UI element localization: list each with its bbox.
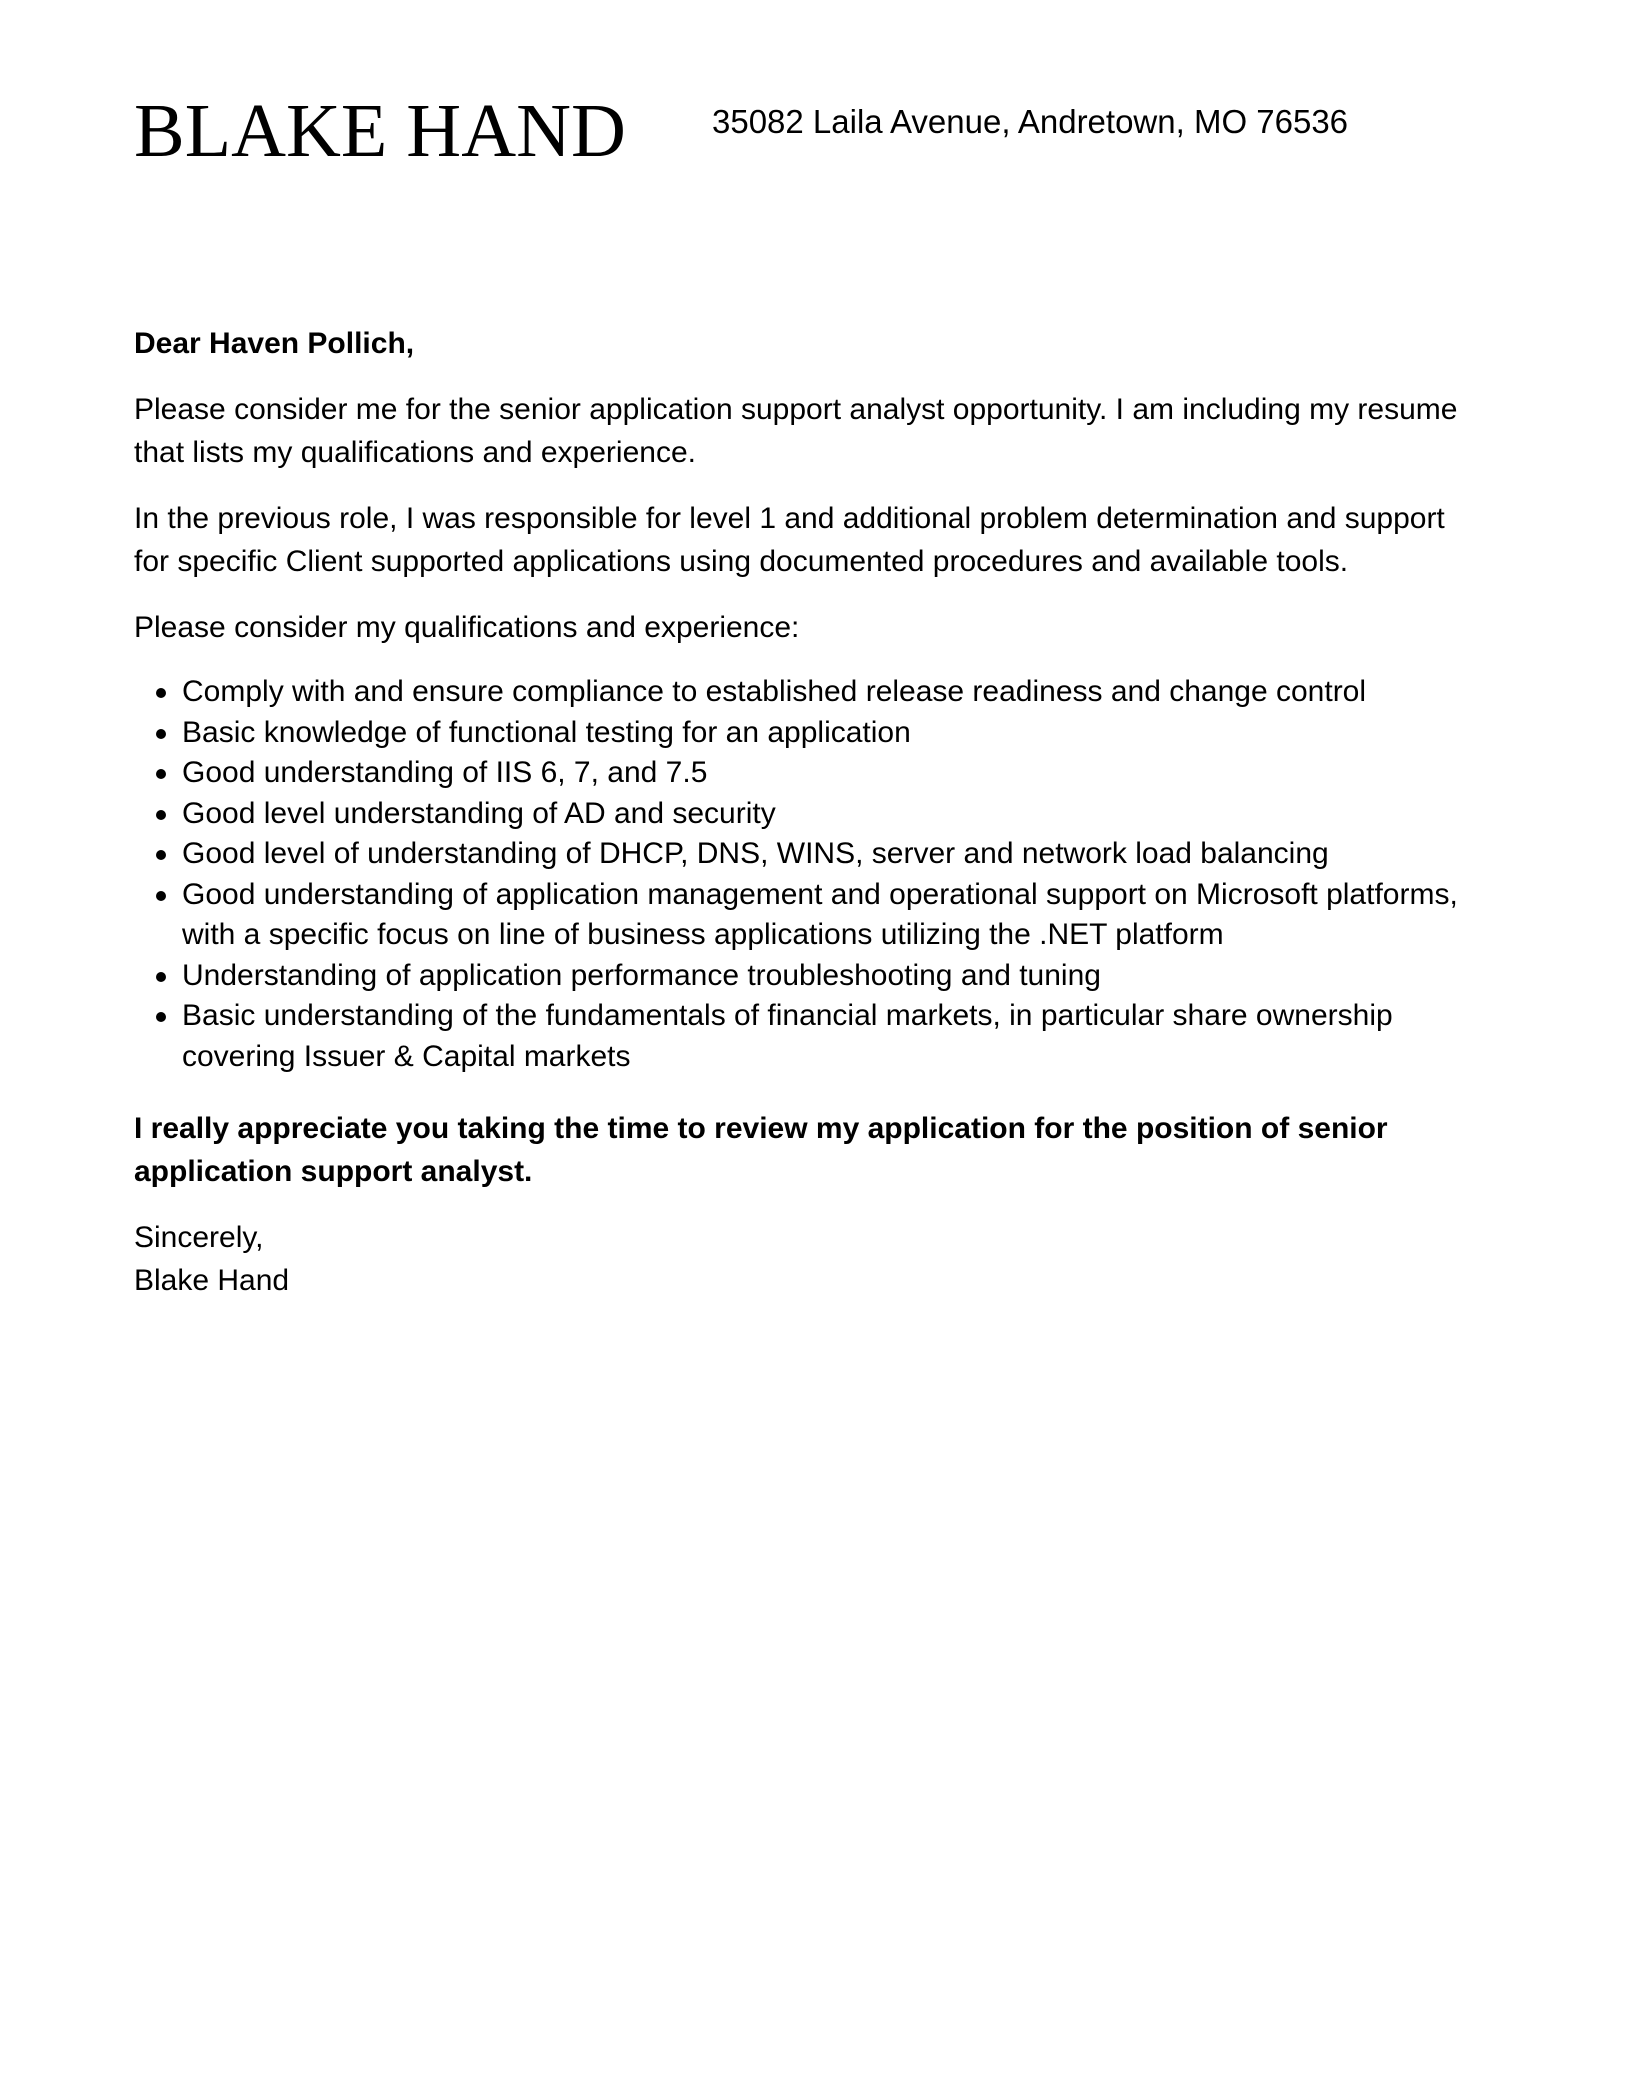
bullet-icon: [156, 850, 166, 860]
paragraph-intro: Please consider me for the senior application support analyst opportunity. I am including my resume that lists my qualifications and experience.: [134, 393, 1458, 469]
qualification-text: Good understanding of IIS 6, 7, and 7.5: [182, 756, 708, 789]
paragraph-qualifications-intro: Please consider my qualifications and experience:: [134, 611, 800, 644]
salutation: Dear Haven Pollich,: [134, 327, 415, 360]
bullet-icon: [156, 769, 166, 779]
list-item: [134, 996, 1474, 1077]
closing-statement: I really appreciate you taking the time to review my application for the position of senior application support analyst.: [134, 1112, 1388, 1188]
signature-name: Blake Hand: [134, 1264, 290, 1297]
qualification-text: Good level understanding of AD and security: [182, 796, 776, 830]
list-item: [134, 672, 1474, 713]
qualification-text: Good level of understanding of DHCP, DNS, WINS, server and network load balancing: [182, 837, 1329, 870]
letter-body: [134, 322, 1474, 1302]
qualifications-list: [134, 672, 1474, 1077]
bullet-icon: [156, 1012, 166, 1022]
list-item: [134, 753, 1474, 794]
sign-off: Sincerely,: [134, 1221, 264, 1254]
bullet-icon: [156, 972, 166, 982]
list-item: [134, 713, 1474, 754]
list-item: [134, 794, 1474, 835]
bullet-icon: [156, 891, 166, 901]
paragraph-previous-role: In the previous role, I was responsible for level 1 and additional problem determination and support for specific Client supported applications using documented procedures and available tools.: [134, 502, 1445, 578]
qualification-text: Comply with and ensure compliance to established release readiness and change control: [182, 675, 1367, 708]
qualification-text: Basic knowledge of functional testing for an application: [182, 715, 911, 749]
qualification-text: Good understanding of application management and operational support on Microsoft platforms, with a specific focus on line of business applications utilizing the .NET platform: [182, 877, 1458, 951]
applicant-address: 35082 Laila Avenue, Andretown, MO 76536: [712, 103, 1349, 140]
letter-header: [134, 86, 1534, 176]
bullet-icon: [156, 810, 166, 820]
list-item: [134, 956, 1474, 997]
list-item: [134, 875, 1474, 956]
applicant-name: BLAKE HAND: [134, 89, 626, 173]
qualification-text: Basic understanding of the fundamentals of financial markets, in particular share ownership covering Issuer & Capital markets: [182, 999, 1393, 1073]
bullet-icon: [156, 729, 166, 739]
list-item: [134, 834, 1474, 875]
sign-off-block: [134, 1216, 1474, 1302]
qualification-text: Understanding of application performance troubleshooting and tuning: [182, 958, 1101, 992]
bullet-icon: [156, 688, 166, 698]
